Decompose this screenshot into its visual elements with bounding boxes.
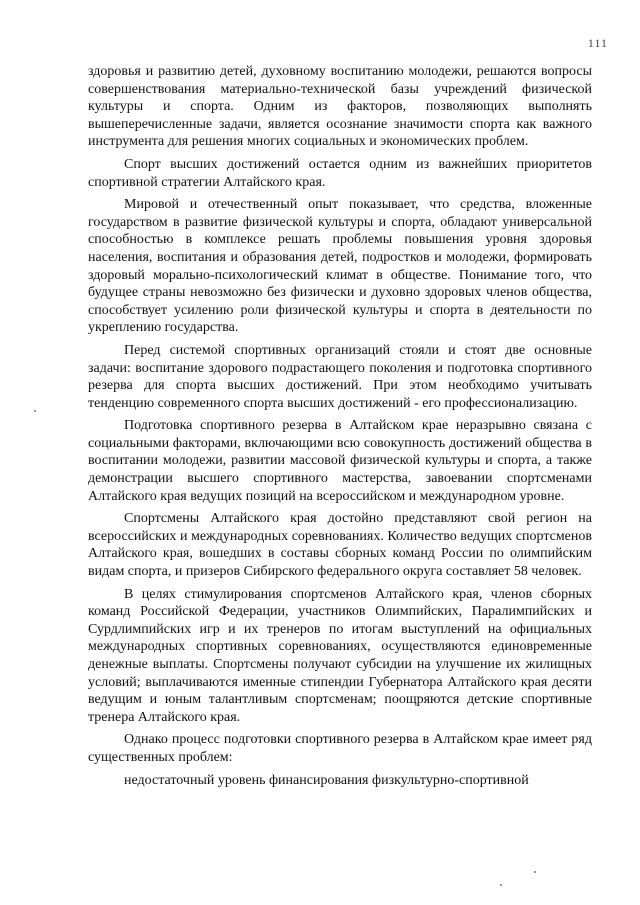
paragraph: недостаточный уровень финансирования физкультурно-спортивной (124, 772, 529, 788)
scan-speck (500, 884, 502, 886)
paragraph: Однако процесс подготовки спортивного резерва в Алтайском крае имеет ряд существенных проблем: (88, 732, 592, 765)
scan-speck (34, 410, 36, 412)
paragraph: Мировой и отечественный опыт показывает, что средства, вложенные государством в развитие физической культуры и спорта, обладают универсальной способностью в комплексе решать проблемы повышения уровня здоровья населения, воспитания и образования детей, подростков и молодежи, формировать здоровый морально-психологический климат в обществе. Понимание того, что будущее страны невозможно без физически и духовно здоровых членов общества, способствует усилению роли физической культуры и спорта в деятельности по укреплению государства. (88, 197, 592, 336)
paragraph-continuation: здоровья и развитию детей, духовному воспитанию молодежи, решаются вопросы совершенствования материально-технической базы учреждений физической культуры и спорта. Одним из факторов, позволяющих выполнять вышеперечисленные задачи, является осознание значимости спорта как важного инструмента для решения многих социальных и экономических проблем. (88, 64, 592, 150)
paragraph: В целях стимулирования спортсменов Алтайского края, членов сборных команд Российской Федерации, участников Олимпийских, Паралимпийских и Сурдлимпийских игр и их тренеров по итогам выступлений на официальных международных спортивных соревнованиях, осуществляются единовременные денежные выплаты. Спортсмены получают субсидии на улучшение их жилищных условий; выплачиваются именные стипендии Губернатора Алтайского края десяти ведущим и юным талантливым спортсменам; поощряются детские спортивные тренера Алтайского края. (88, 586, 592, 725)
scan-speck (534, 871, 536, 873)
paragraph: Спорт высших достижений остается одним из важнейших приоритетов спортивной стратегии Алтайского края. (88, 156, 592, 190)
page-number: 111 (587, 36, 608, 50)
paragraph: Перед системой спортивных организаций стояли и стоят две основные задачи: воспитание здорового подрастающего поколения и подготовка спортивного резерва для спорта высших достижений. При этом необходимо учитывать тенденцию современного спорта высших достижений - его профессионализацию. (88, 342, 592, 411)
paragraph: Спортсмены Алтайского края достойно представляют свой регион на всероссийских и международных соревнованиях. Количество ведущих спортсменов Алтайского края, вошедших в составы сборных команд России по олимпийским видам спорта, и призеров Сибирского федерального округа составляет 58 человек. (88, 511, 592, 580)
document-body (88, 63, 592, 789)
paragraph: Подготовка спортивного резерва в Алтайском крае неразрывно связана с социальными факторами, включающими всю совокупность достижений общества в воспитании молодежи, развитии массовой физической культуры и спорта, а также демонстрации высшего спортивного мастерства, завоевании спортсменами Алтайского края ведущих позиций на всероссийском и международном уровне. (88, 418, 592, 504)
